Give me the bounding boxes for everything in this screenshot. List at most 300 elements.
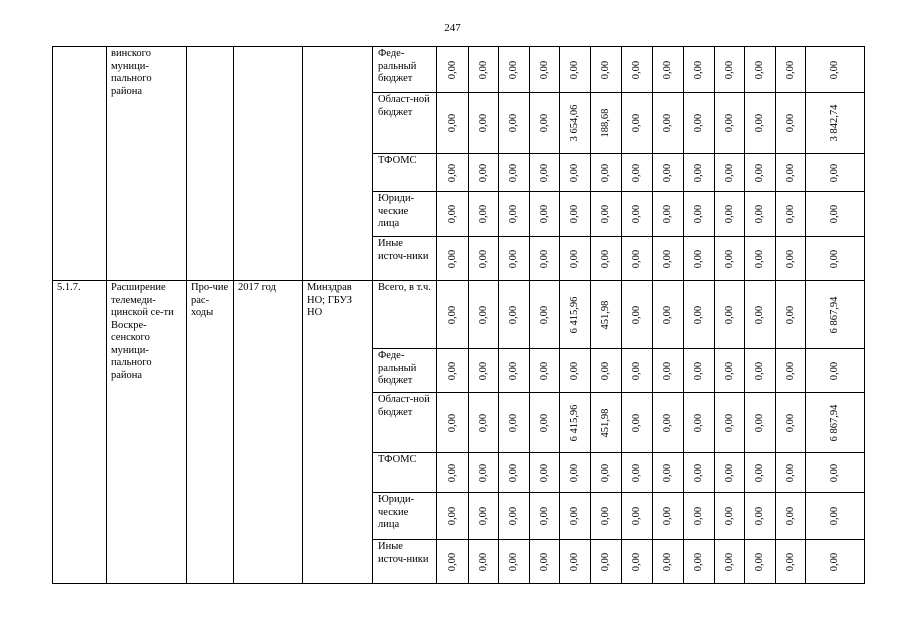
value-text: 0,00	[599, 361, 611, 380]
value-text: 6 867,94	[828, 404, 840, 441]
value-text: 0,00	[723, 506, 735, 526]
value-cell	[560, 237, 591, 281]
value-cell	[499, 393, 530, 453]
value-text: 0,00	[828, 60, 840, 79]
value-text: 0,00	[784, 113, 796, 133]
value-text: 0,00	[723, 204, 735, 224]
value-text: 0,00	[692, 463, 704, 482]
value-cell	[745, 540, 776, 584]
value-text: 0,00	[753, 249, 765, 268]
value-text: 0,00	[723, 113, 735, 133]
value-cell	[745, 192, 776, 237]
item-number-cell	[53, 47, 107, 281]
value-text: 0,00	[753, 361, 765, 380]
value-text: 0,00	[828, 163, 840, 182]
value-text: 0,00	[446, 60, 458, 79]
value-cell	[653, 393, 684, 453]
value-cell	[806, 192, 865, 237]
value-text: 0,00	[753, 113, 765, 133]
value-cell	[591, 540, 622, 584]
value-cell	[776, 540, 806, 584]
value-cell	[530, 47, 560, 93]
value-cell	[530, 540, 560, 584]
value-text: 0,00	[784, 163, 796, 182]
value-cell	[776, 281, 806, 349]
executor-cell: Минздрав НО; ГБУЗ НО	[303, 281, 373, 584]
value-text: 0,00	[661, 60, 673, 79]
table-body	[53, 47, 865, 584]
value-text: 0,00	[446, 361, 458, 380]
value-text: 0,00	[507, 506, 519, 526]
value-cell	[653, 349, 684, 393]
value-text: 0,00	[599, 506, 611, 526]
value-cell	[437, 281, 469, 349]
value-text: 0,00	[753, 552, 765, 571]
value-text: 188,68	[599, 108, 611, 138]
value-text: 0,00	[630, 204, 642, 224]
value-text: 0,00	[692, 163, 704, 182]
value-cell	[776, 93, 806, 154]
value-cell	[437, 540, 469, 584]
value-cell	[622, 393, 653, 453]
value-cell	[806, 393, 865, 453]
value-cell	[622, 281, 653, 349]
value-text: 0,00	[477, 60, 489, 79]
page-number: 247	[444, 22, 461, 34]
funding-source-cell: Юриди-ческие лица	[373, 493, 437, 540]
value-text: 0,00	[538, 463, 550, 482]
value-text: 0,00	[784, 204, 796, 224]
value-cell	[715, 154, 745, 192]
value-cell	[776, 453, 806, 493]
value-cell	[469, 493, 499, 540]
value-text: 0,00	[753, 204, 765, 224]
value-text: 0,00	[753, 305, 765, 324]
value-text: 0,00	[477, 204, 489, 224]
value-text: 0,00	[568, 361, 580, 380]
value-text: 0,00	[692, 113, 704, 133]
period-cell	[234, 47, 303, 281]
value-cell	[591, 349, 622, 393]
value-cell	[499, 540, 530, 584]
value-cell	[622, 493, 653, 540]
value-text: 0,00	[538, 249, 550, 268]
value-cell	[591, 281, 622, 349]
value-text: 0,00	[568, 60, 580, 79]
value-cell	[499, 493, 530, 540]
value-text: 0,00	[753, 60, 765, 79]
value-cell	[469, 393, 499, 453]
value-cell	[591, 192, 622, 237]
value-cell	[560, 493, 591, 540]
value-text: 0,00	[692, 60, 704, 79]
value-text: 0,00	[630, 413, 642, 432]
value-cell	[560, 93, 591, 154]
value-cell	[499, 154, 530, 192]
value-text: 0,00	[828, 463, 840, 482]
value-cell	[560, 453, 591, 493]
value-text: 0,00	[630, 463, 642, 482]
value-text: 0,00	[568, 506, 580, 526]
value-text: 0,00	[630, 163, 642, 182]
value-text: 0,00	[828, 552, 840, 571]
value-cell	[499, 453, 530, 493]
value-text: 0,00	[507, 552, 519, 571]
value-text: 0,00	[446, 113, 458, 133]
value-text: 0,00	[446, 305, 458, 324]
value-text: 0,00	[661, 552, 673, 571]
value-cell	[622, 453, 653, 493]
value-text: 0,00	[723, 163, 735, 182]
value-text: 0,00	[446, 506, 458, 526]
value-text: 0,00	[507, 249, 519, 268]
value-text: 0,00	[661, 305, 673, 324]
value-text: 0,00	[568, 249, 580, 268]
value-cell	[684, 192, 715, 237]
value-text: 0,00	[568, 552, 580, 571]
value-cell	[806, 281, 865, 349]
value-text: 0,00	[784, 361, 796, 380]
value-text: 0,00	[630, 60, 642, 79]
value-cell	[560, 349, 591, 393]
value-text: 0,00	[477, 249, 489, 268]
value-text: 0,00	[538, 413, 550, 432]
value-cell	[715, 47, 745, 93]
value-cell	[776, 393, 806, 453]
funding-source-cell: ТФОМС	[373, 453, 437, 493]
value-text: 0,00	[630, 361, 642, 380]
value-cell	[591, 237, 622, 281]
value-cell	[776, 154, 806, 192]
value-text: 0,00	[661, 204, 673, 224]
value-cell	[715, 93, 745, 154]
value-cell	[469, 453, 499, 493]
value-cell	[745, 47, 776, 93]
value-text: 0,00	[661, 249, 673, 268]
value-text: 0,00	[630, 249, 642, 268]
value-text: 0,00	[692, 249, 704, 268]
value-cell	[653, 192, 684, 237]
value-cell	[684, 393, 715, 453]
value-text: 0,00	[599, 249, 611, 268]
value-cell	[530, 237, 560, 281]
item-number-cell: 5.1.7.	[53, 281, 107, 584]
value-text: 0,00	[446, 249, 458, 268]
value-cell	[622, 349, 653, 393]
funding-source-cell: Област-ной бюджет	[373, 393, 437, 453]
value-cell	[560, 192, 591, 237]
value-text: 0,00	[446, 163, 458, 182]
value-text: 0,00	[661, 463, 673, 482]
value-cell	[530, 493, 560, 540]
funding-source-cell: Иные источ-ники	[373, 540, 437, 584]
value-cell	[776, 349, 806, 393]
table-row	[53, 281, 865, 349]
value-text: 0,00	[692, 552, 704, 571]
value-text: 0,00	[630, 113, 642, 133]
value-cell	[437, 154, 469, 192]
value-cell	[745, 453, 776, 493]
value-text: 0,00	[828, 506, 840, 526]
value-text: 0,00	[538, 305, 550, 324]
value-text: 0,00	[446, 463, 458, 482]
value-cell	[622, 47, 653, 93]
value-cell	[591, 47, 622, 93]
value-cell	[560, 393, 591, 453]
value-cell	[469, 47, 499, 93]
value-text: 0,00	[753, 506, 765, 526]
value-cell	[653, 47, 684, 93]
value-text: 0,00	[599, 204, 611, 224]
value-text: 0,00	[477, 305, 489, 324]
value-cell	[715, 493, 745, 540]
value-cell	[437, 93, 469, 154]
value-cell	[776, 237, 806, 281]
value-cell	[469, 540, 499, 584]
budget-table	[52, 46, 865, 584]
value-text: 0,00	[784, 249, 796, 268]
value-cell	[684, 493, 715, 540]
value-cell	[806, 93, 865, 154]
value-text: 0,00	[630, 552, 642, 571]
value-cell	[591, 393, 622, 453]
value-text: 0,00	[784, 305, 796, 324]
value-cell	[653, 93, 684, 154]
value-cell	[745, 154, 776, 192]
value-cell	[530, 192, 560, 237]
value-text: 0,00	[538, 60, 550, 79]
value-text: 0,00	[784, 463, 796, 482]
value-cell	[715, 192, 745, 237]
value-cell	[745, 237, 776, 281]
value-cell	[715, 237, 745, 281]
value-cell	[530, 281, 560, 349]
value-text: 0,00	[723, 413, 735, 432]
value-cell	[437, 393, 469, 453]
value-cell	[715, 281, 745, 349]
value-cell	[591, 93, 622, 154]
value-text: 0,00	[828, 361, 840, 380]
value-text: 0,00	[692, 204, 704, 224]
value-cell	[499, 281, 530, 349]
value-text: 0,00	[477, 552, 489, 571]
value-text: 0,00	[692, 506, 704, 526]
value-cell	[653, 493, 684, 540]
value-text: 0,00	[538, 552, 550, 571]
value-text: 6 415,96	[568, 296, 580, 333]
value-text: 0,00	[538, 113, 550, 133]
value-cell	[530, 349, 560, 393]
value-text: 0,00	[692, 413, 704, 432]
value-cell	[653, 237, 684, 281]
value-cell	[499, 237, 530, 281]
value-cell	[530, 393, 560, 453]
value-cell	[560, 281, 591, 349]
value-cell	[806, 237, 865, 281]
value-cell	[684, 93, 715, 154]
value-cell	[653, 540, 684, 584]
value-text: 6 867,94	[828, 296, 840, 333]
value-text: 0,00	[446, 204, 458, 224]
value-text: 0,00	[538, 163, 550, 182]
value-cell	[469, 281, 499, 349]
value-text: 0,00	[723, 552, 735, 571]
value-cell	[437, 493, 469, 540]
value-text: 0,00	[661, 361, 673, 380]
value-text: 0,00	[661, 413, 673, 432]
value-cell	[684, 237, 715, 281]
value-text: 0,00	[784, 506, 796, 526]
value-text: 0,00	[568, 163, 580, 182]
value-cell	[437, 349, 469, 393]
value-cell	[437, 47, 469, 93]
value-cell	[622, 192, 653, 237]
value-text: 0,00	[692, 305, 704, 324]
value-cell	[806, 540, 865, 584]
value-text: 0,00	[723, 305, 735, 324]
value-cell	[591, 154, 622, 192]
value-text: 0,00	[723, 361, 735, 380]
value-text: 0,00	[599, 163, 611, 182]
value-text: 0,00	[507, 163, 519, 182]
value-cell	[469, 349, 499, 393]
value-text: 6 415,96	[568, 404, 580, 441]
value-cell	[745, 493, 776, 540]
value-cell	[591, 493, 622, 540]
value-text: 0,00	[784, 60, 796, 79]
value-cell	[530, 453, 560, 493]
value-cell	[684, 154, 715, 192]
value-cell	[806, 154, 865, 192]
item-description-cell: винского муници-пального района	[107, 47, 187, 281]
value-text: 0,00	[477, 413, 489, 432]
expense-type-cell	[187, 47, 234, 281]
value-cell	[560, 47, 591, 93]
value-text: 0,00	[661, 163, 673, 182]
funding-source-cell: ТФОМС	[373, 154, 437, 192]
value-cell	[684, 47, 715, 93]
value-text: 0,00	[568, 204, 580, 224]
funding-source-cell: Област-ной бюджет	[373, 93, 437, 154]
value-text: 0,00	[828, 204, 840, 224]
value-cell	[806, 349, 865, 393]
funding-source-cell: Феде-ральный бюджет	[373, 349, 437, 393]
value-text: 0,00	[477, 163, 489, 182]
value-text: 0,00	[507, 413, 519, 432]
value-text: 0,00	[753, 163, 765, 182]
value-cell	[653, 453, 684, 493]
value-text: 0,00	[538, 506, 550, 526]
funding-source-cell: Всего, в т.ч.	[373, 281, 437, 349]
value-text: 0,00	[507, 113, 519, 133]
funding-source-cell: Феде-ральный бюджет	[373, 47, 437, 93]
value-cell	[437, 237, 469, 281]
value-text: 0,00	[753, 413, 765, 432]
value-text: 0,00	[477, 506, 489, 526]
value-cell	[499, 349, 530, 393]
value-text: 0,00	[828, 249, 840, 268]
value-text: 0,00	[507, 305, 519, 324]
value-text: 3 842,74	[828, 104, 840, 142]
value-text: 0,00	[538, 204, 550, 224]
value-cell	[591, 453, 622, 493]
value-text: 3 654,06	[568, 104, 580, 142]
value-text: 0,00	[692, 361, 704, 380]
value-cell	[745, 281, 776, 349]
value-cell	[469, 192, 499, 237]
value-cell	[530, 154, 560, 192]
value-cell	[653, 281, 684, 349]
value-text: 0,00	[723, 463, 735, 482]
value-text: 0,00	[723, 249, 735, 268]
value-cell	[499, 192, 530, 237]
value-cell	[469, 154, 499, 192]
value-cell	[776, 192, 806, 237]
value-text: 0,00	[661, 113, 673, 133]
period-cell: 2017 год	[234, 281, 303, 584]
value-text: 0,00	[630, 305, 642, 324]
value-text: 0,00	[661, 506, 673, 526]
value-text: 0,00	[599, 463, 611, 482]
value-text: 0,00	[446, 552, 458, 571]
value-cell	[622, 93, 653, 154]
table-row	[53, 47, 865, 93]
value-text: 0,00	[507, 361, 519, 380]
value-cell	[653, 154, 684, 192]
value-cell	[806, 453, 865, 493]
expense-type-cell: Про-чие рас-ходы	[187, 281, 234, 584]
value-cell	[622, 154, 653, 192]
item-description-cell: Расширение телемеди-цинской се-ти Воскре-сенского муници-пального района	[107, 281, 187, 584]
value-text: 0,00	[446, 413, 458, 432]
value-cell	[776, 47, 806, 93]
value-cell	[715, 349, 745, 393]
value-cell	[622, 237, 653, 281]
value-text: 0,00	[599, 60, 611, 79]
value-text: 451,98	[599, 300, 611, 329]
value-cell	[684, 453, 715, 493]
value-cell	[469, 93, 499, 154]
value-text: 0,00	[723, 60, 735, 79]
value-cell	[715, 393, 745, 453]
funding-source-cell: Иные источ-ники	[373, 237, 437, 281]
value-cell	[745, 393, 776, 453]
value-cell	[806, 47, 865, 93]
value-text: 0,00	[477, 361, 489, 380]
value-cell	[560, 154, 591, 192]
value-text: 0,00	[477, 463, 489, 482]
value-text: 451,98	[599, 408, 611, 437]
value-cell	[437, 192, 469, 237]
value-cell	[745, 93, 776, 154]
value-cell	[499, 93, 530, 154]
value-text: 0,00	[477, 113, 489, 133]
value-text: 0,00	[507, 463, 519, 482]
value-text: 0,00	[753, 463, 765, 482]
value-cell	[469, 237, 499, 281]
value-cell	[684, 349, 715, 393]
value-cell	[530, 93, 560, 154]
value-cell	[560, 540, 591, 584]
value-cell	[499, 47, 530, 93]
value-cell	[776, 493, 806, 540]
value-text: 0,00	[599, 552, 611, 571]
value-cell	[437, 453, 469, 493]
funding-source-cell: Юриди-ческие лица	[373, 192, 437, 237]
value-cell	[806, 493, 865, 540]
value-cell	[684, 281, 715, 349]
value-text: 0,00	[630, 506, 642, 526]
